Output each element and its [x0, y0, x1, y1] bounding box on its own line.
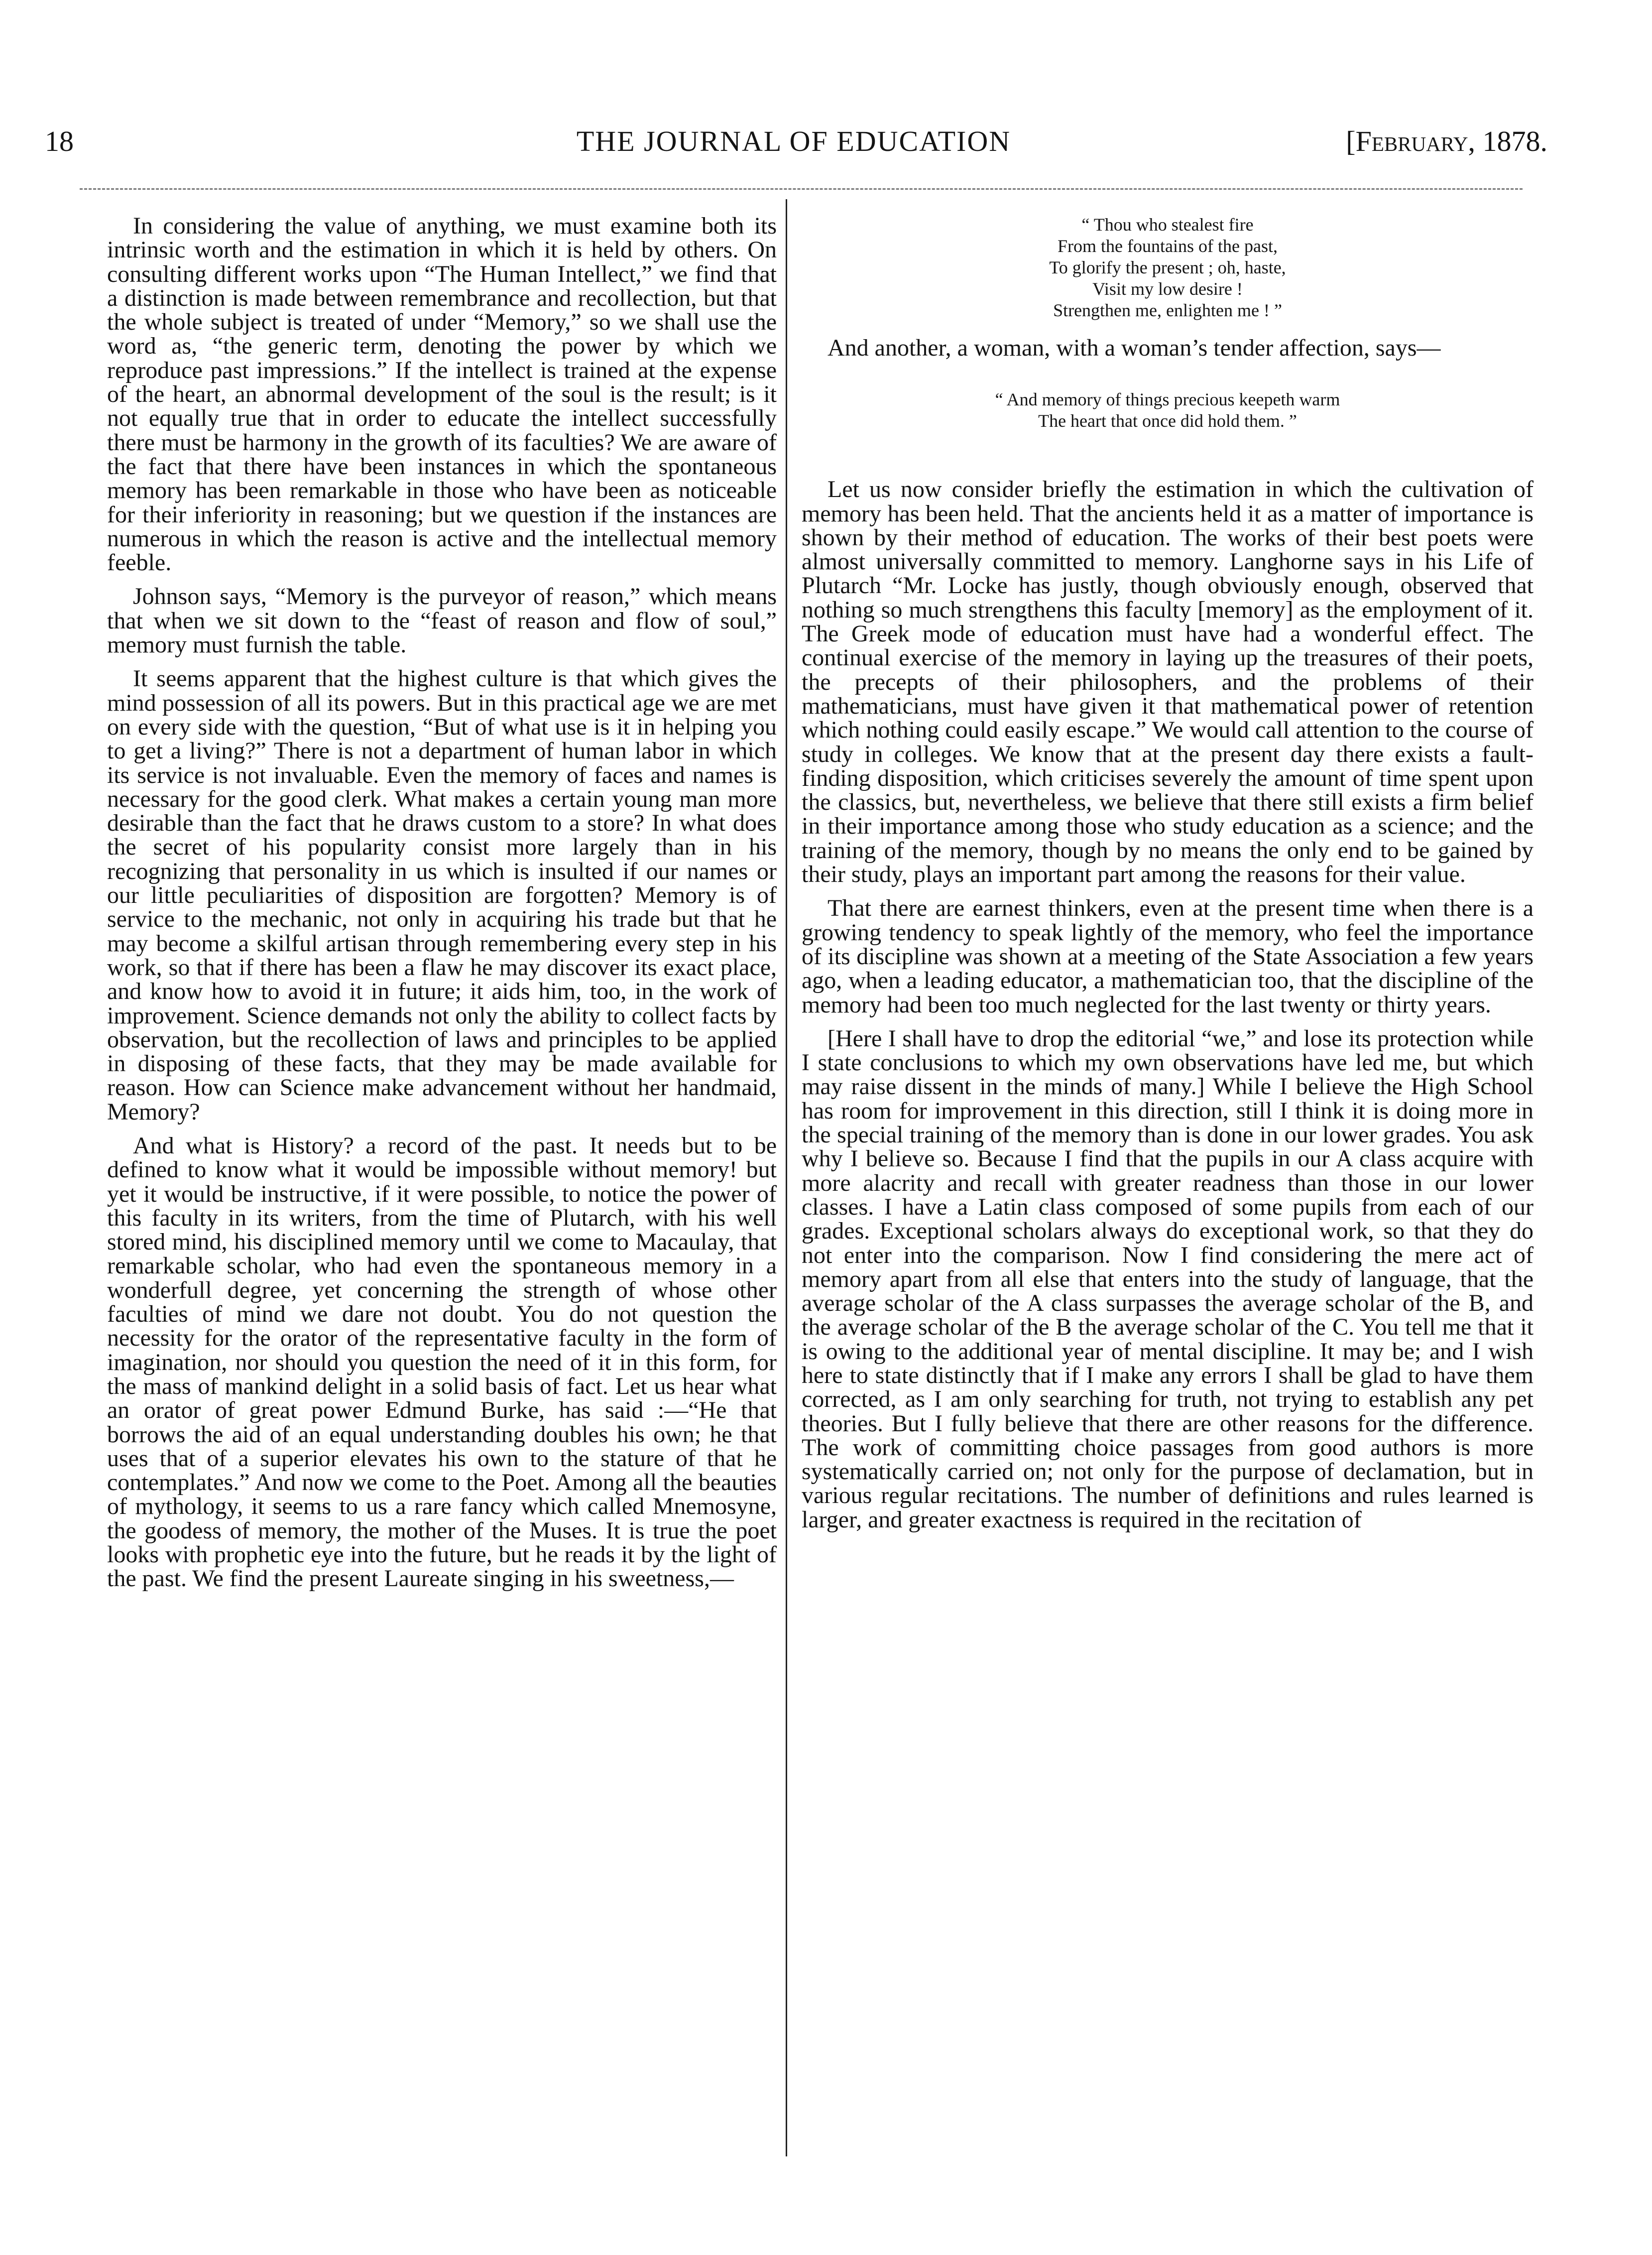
spacer	[802, 370, 1534, 389]
issue-date: [February, 1878.	[1346, 125, 1547, 157]
paragraph: Let us now consider briefly the estimation in which the cultivation of memory has been held. That the ancients held it as a matter of importance is shown by their method of education. The works of their best poets were almost universally committed to memory. Langhorne says in his Life of Plutarch “Mr. Locke has justly, though obviously enough, observed that nothing so much strengthens this faculty [memory] as the employment of it. The Greek mode of education must have had a wonderful effect. The continual exercise of the memory in laying up the treasures of their poets, the precepts of their philosophers, and the problems of their mathematicians, must have given it that mathematical power of retention which nothing could easily escape.” We would call attention to the course of study in colleges. We know that at the present day there exists a fault-finding disposition, which criticises severely the amount of time spent upon the classics, but, nevertheless, we believe that there still exists a firm belief in their importance among those who study education as a science; and the training of the memory, though by no means the only end to be gained by their study, plays an important part among the reasons for their value.	[802, 476, 1534, 888]
page-number: 18	[45, 125, 74, 157]
paragraph: That there are earnest thinkers, even at the present time when there is a growing tendency to speak lightly of the memory, who feel the importance of its discipline was shown at a meeting of the State Association a few years ago, when a leading educator, a mathematician too, that the discipline of the memory had been too much neglected for the last twenty or thirty years.	[802, 895, 1534, 1018]
column-divider	[786, 199, 787, 2156]
left-column	[107, 214, 777, 1601]
paragraph: It seems apparent that the highest culture is that which gives the mind possession of all its powers. But in this practical age we are met on every side with the question, “But of what use is it in helping you to get a living?” There is not a department of human labor in which its service is not invaluable. Even the memory of faces and names is necessary for the good clerk. What makes a certain young man more desirable than the fact that he draws custom to a store? In what does the secret of his popularity consist more largely than in his recognizing that personality in us which is insulted if our names or our little peculiarities of disposition are forgotten? Memory is of service to the mechanic, not only in acquiring his trade but that he may become a skilful artisan through remembering every step in his work, so that if there has been a flaw he may discover its exact place, and know how to avoid it in future; it aids him, too, in the work of improvement. Science demands not only the ability to collect facts by observation, but the recollection of laws and principles to be applied in disposing of these facts, that they may be made available for reason. How can Science make advancement without her handmaid, Memory?	[107, 665, 777, 1125]
paragraph: [Here I shall have to drop the editorial “we,” and lose its protection while I state conclusions to which my own observations have led me, but which may raise dissent in the minds of many.] While I believe the High School has room for improvement in this direction, still I think it is doing more in the special training of the memory than is done in our lower grades. You ask why I believe so. Because I find that the pupils in our A class acquire with more alacrity and recall with greater readness than those in our lower classes. I have a Latin class composed of some pupils from each of our grades. Exceptional scholars always do exceptional work, so that they do not enter into the comparison. Now I find considering the mere act of memory apart from all else that enters into the study of language, that the average scholar of the A class surpasses the average scholar of the B, and the average scholar of the B the average scholar of the C. You tell me that it is owing to the additional year of mental discipline. It may be; and I wish here to state distinctly that if I make any errors I shall be glad to have them corrected, as I am only searching for truth, not trying to establish any pet theories. But I fully believe that there are other reasons for the difference. The work of committing choice passages from good authors is more systematically carried on; not only for the purpose of declamation, but in various regular recitations. The number of definitions and rules learned is larger, and greater exactness is required in the recitation of	[802, 1025, 1534, 1533]
header-rule	[80, 188, 1523, 190]
poem-quote-2	[802, 389, 1534, 432]
poem-line: The heart that once did hold them. ”	[1038, 411, 1297, 431]
paragraph: In considering the value of anything, we must examine both its intrinsic worth and the estimation in which it is held by others. On consulting different works upon “The Human Intellect,” we find that a distinction is made between remembrance and recollection, but that the whole subject is treated of under “Memory,” so we shall use the word as, “the generic term, denoting the power by which we reproduce past impressions.” If the intellect is trained at the expense of the heart, an abnormal development of the soul is the result; is it not equally true that in order to educate the intellect successfully there must be harmony in the growth of its faculties? We are aware of the fact that there have been instances in which the spontaneous memory has been remarkable in those who have been as noticeable for their inferiority in reasoning; but we question if the instances are numerous in which the reason is active and the intellectual memory feeble.	[107, 213, 777, 576]
paragraph: Johnson says, “Memory is the purveyor of reason,” which means that when we sit down to the “feast of reason and flow of soul,” memory must furnish the table.	[107, 583, 777, 658]
spacer	[802, 447, 1534, 478]
right-column	[802, 214, 1534, 1542]
poem-line: Strengthen me, enlighten me ! ”	[1053, 300, 1282, 320]
page-header	[40, 125, 1547, 164]
poem-line: “ Thou who stealest fire	[1081, 215, 1254, 235]
poem-line: “ And memory of things precious keepeth warm	[995, 389, 1340, 410]
paragraph: And what is History? a record of the past. It needs but to be defined to know what it would be impossible without memory! but yet it would be instructive, if it were possible, to notice the power of this faculty in its writers, from the time of Plutarch, with his well stored mind, his disciplined memory until we come to Macaulay, that remarkable scholar, who had even the spontaneous memory in a wonderfull degree, yet concerning the strength of whose other faculties of mind we dare not doubt. You do not question the necessity for the orator of the representative faculty in the form of imagination, nor should you question the need of it in this form, for the mass of mankind delight in a solid basis of fact. Let us hear what an orator of great power Edmund Burke, has said :—“He that borrows the aid of an equal understanding doubles his own; he that uses that of a superior elevates his own to the stature of that he contemplates.” And now we come to the Poet. Among all the beauties of mythology, it seems to us a rare fancy which called Mnemosyne, the goodess of memory, the mother of the Muses. It is true the poet looks with prophetic eye into the future, but he reads it by the light of the past. We find the present Laureate singing in his sweetness,—	[107, 1132, 777, 1592]
poem-line: Visit my low desire !	[1092, 279, 1243, 299]
journal-title: THE JOURNAL OF EDUCATION	[576, 125, 1011, 157]
paragraph: And another, a woman, with a woman’s tender affection, says—	[827, 335, 1441, 361]
poem-line: From the fountains of the past,	[1058, 236, 1278, 256]
poem-quote-1	[802, 214, 1534, 321]
poem-line: To glorify the present ; oh, haste,	[1049, 257, 1286, 277]
